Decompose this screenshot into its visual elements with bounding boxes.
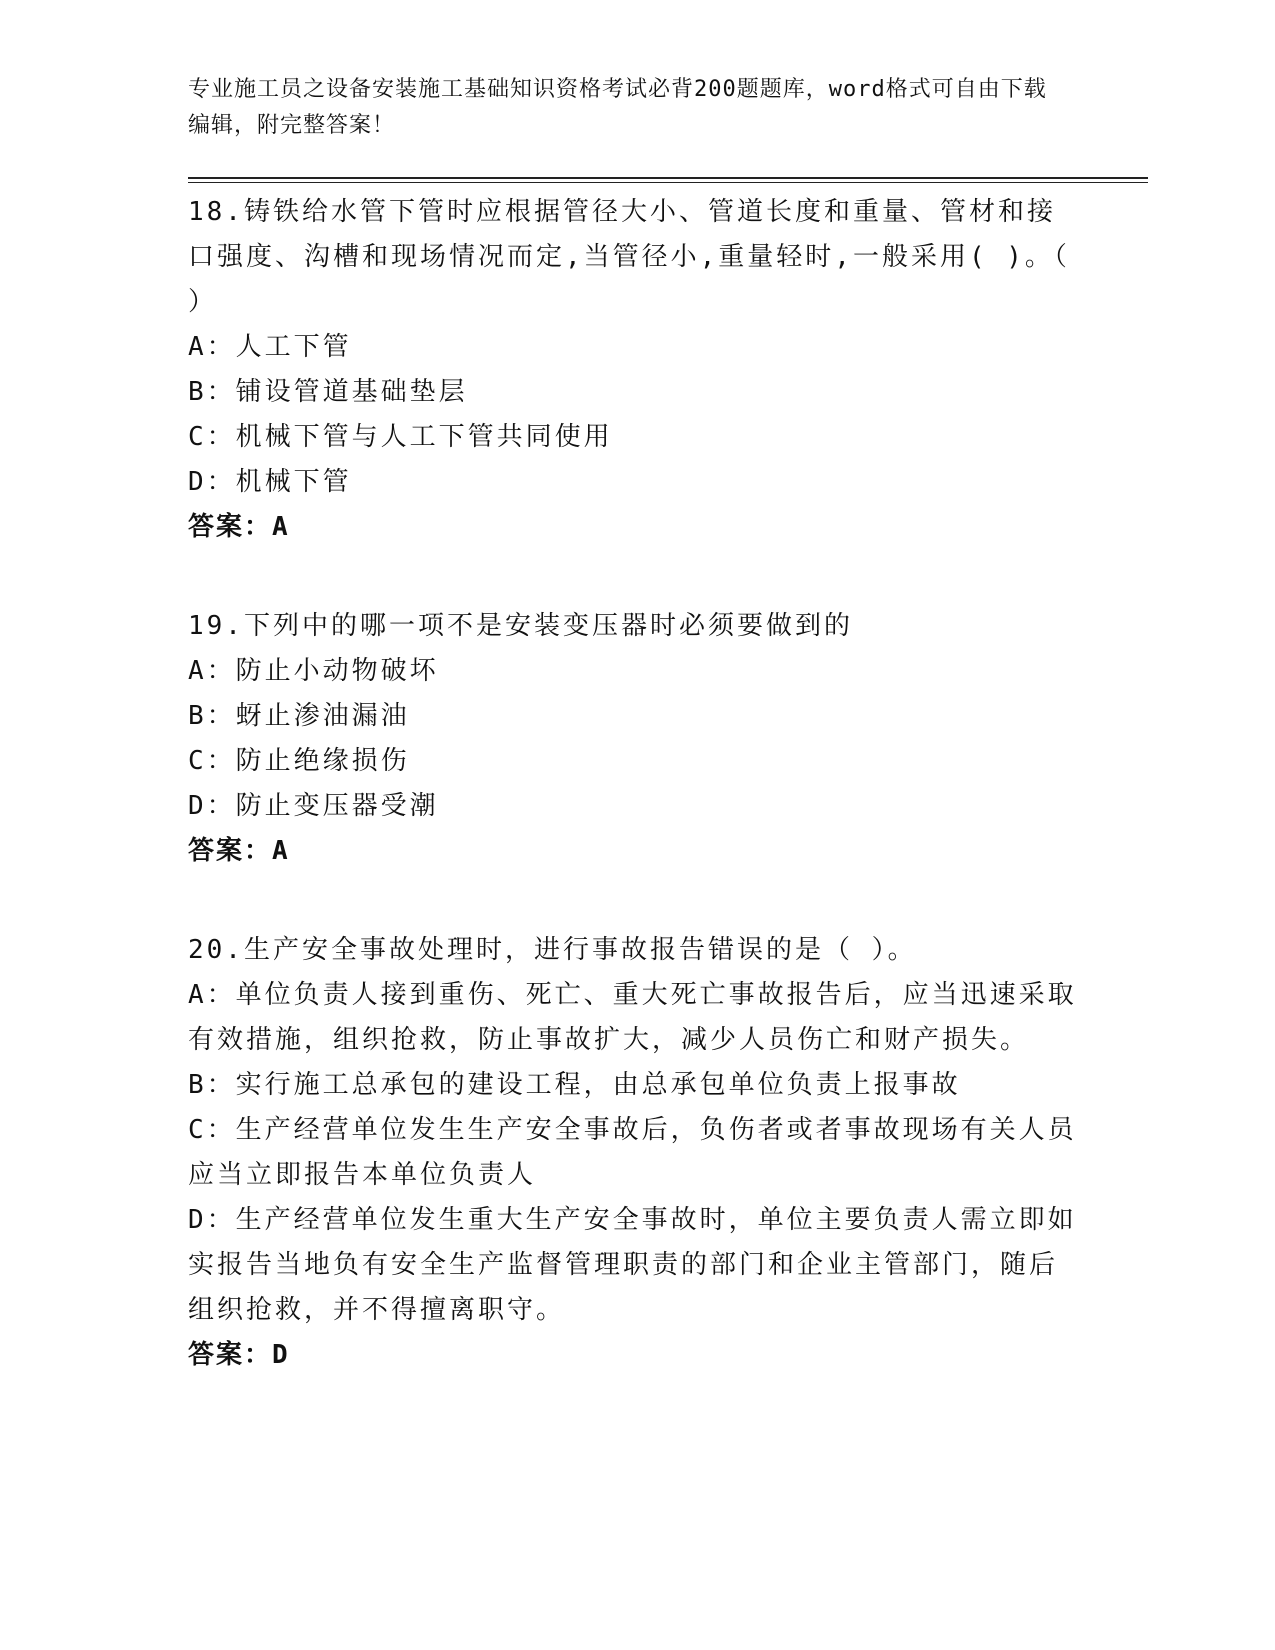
question-text: 20.生产安全事故处理时，进行事故报告错误的是（ ）。: [188, 935, 917, 965]
header-divider-top: [188, 177, 1148, 179]
option-b: B：铺设管道基础垫层: [188, 377, 468, 407]
option-a: A：人工下管: [188, 332, 352, 362]
question-19: [188, 604, 1078, 874]
question-20: [188, 928, 1078, 1378]
option-c: C：防止绝缘损伤: [188, 746, 410, 776]
question-list: [188, 190, 1078, 1430]
option-d: D：生产经营单位发生重大生产安全事故时，单位主要负责人需立即如实报告当地负有安全生产监督管理职责的部门和企业主管部门，随后组织抢救，并不得擅离职守。: [188, 1205, 1077, 1325]
option-c: C：生产经营单位发生生产安全事故后，负伤者或者事故现场有关人员应当立即报告本单位负责人: [188, 1115, 1077, 1190]
option-d: D：机械下管: [188, 467, 352, 497]
header-divider-bottom: [188, 182, 1148, 183]
document-header: 专业施工员之设备安装施工基础知识资格考试必背200题题库，word格式可自由下载编辑，附完整答案！: [188, 77, 1047, 138]
question-text: 18.铸铁给水管下管时应根据管径大小、管道长度和重量、管材和接口强度、沟槽和现场情况而定,当管径小,重量轻时,一般采用( )。（ ）: [188, 197, 1070, 317]
option-b: B：蚜止渗油漏油: [188, 701, 410, 731]
answer: 答案：A: [188, 512, 290, 542]
option-b: B：实行施工总承包的建设工程，由总承包单位负责上报事故: [188, 1070, 961, 1100]
answer: 答案：D: [188, 1340, 290, 1370]
question-18: [188, 190, 1078, 550]
question-text: 19.下列中的哪一项不是安装变压器时必须要做到的: [188, 611, 853, 641]
option-a: A：单位负责人接到重伤、死亡、重大死亡事故报告后，应当迅速采取有效措施，组织抢救，防止事故扩大，减少人员伤亡和财产损失。: [188, 980, 1077, 1055]
option-d: D：防止变压器受潮: [188, 791, 439, 821]
option-c: C：机械下管与人工下管共同使用: [188, 422, 613, 452]
answer: 答案：A: [188, 836, 290, 866]
option-a: A：防止小动物破坏: [188, 656, 439, 686]
